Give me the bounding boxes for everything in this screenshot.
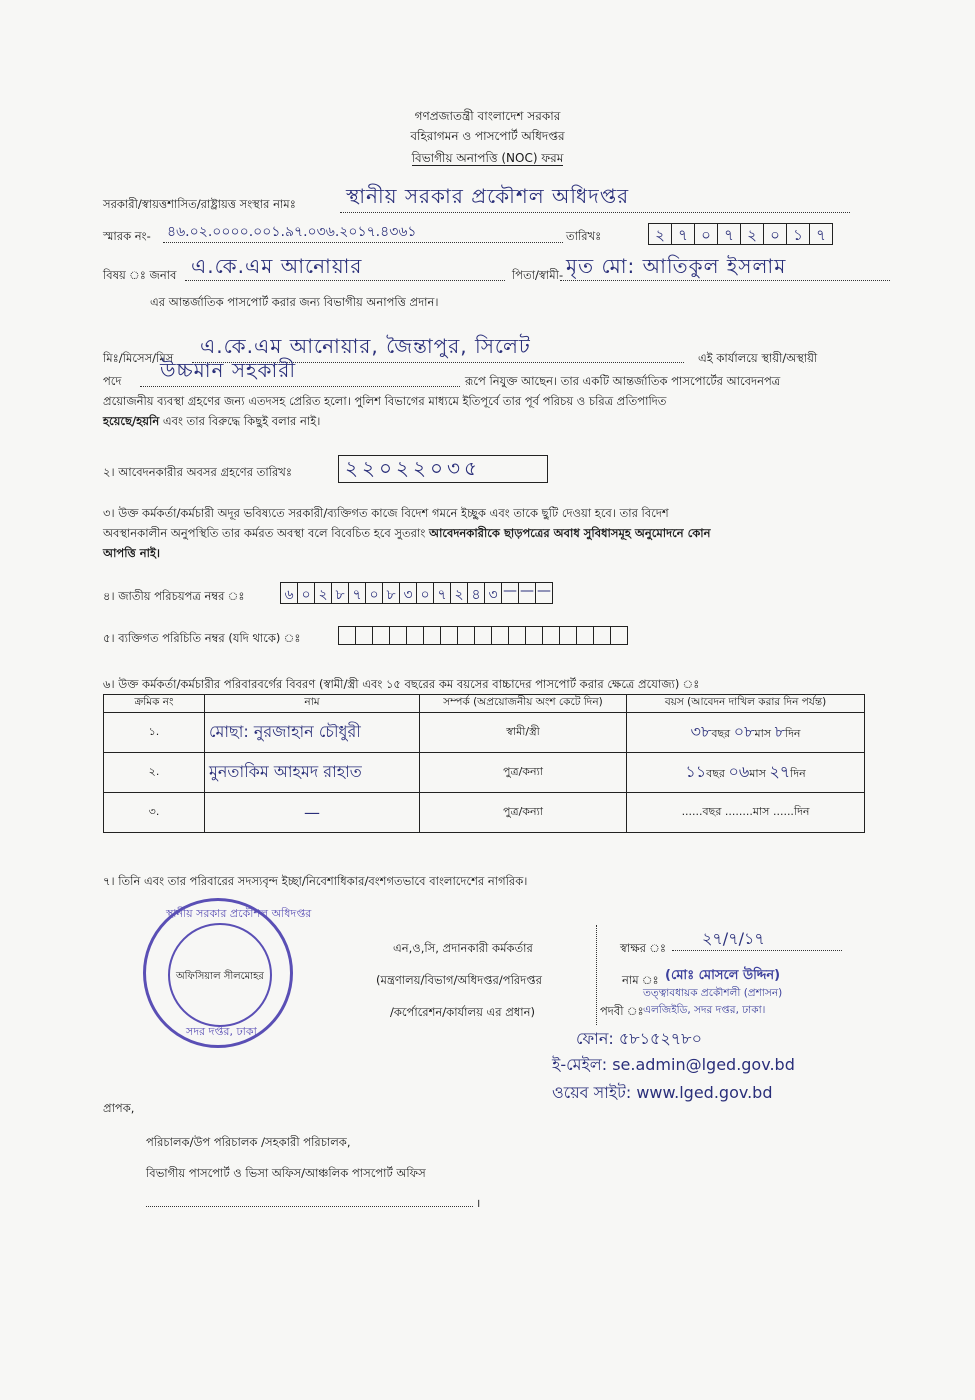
para1-prefix: মিঃ/মিসেস/মিস [103,351,174,365]
issuer-designation2: এলজিইডি, সদর দপ্তর, ঢাকা। [643,1004,766,1016]
contact-phone: ফোন: ৫৮১৫২৭৮০ [576,1029,702,1048]
header-line2: বহিরাগমন ও পাসপোর্ট অধিদপ্তর [410,129,565,143]
issuer-line3: /কর্পোরেশন/কার্যালয় এর প্রধান) [390,1005,535,1019]
item3-line2a: অবস্থানকালীন অনুপস্থিতি তার কর্মরত অবস্থা বলে বিবেচিত হবে সুতরাং [103,526,429,540]
issuer-divider [596,925,598,1025]
sig-date: ২৭/৭/১৭ [702,929,765,948]
pin-box [508,626,526,645]
pin-box [559,626,577,645]
designation-label: পদবী ঃ [600,1004,644,1018]
pin-box [525,626,543,645]
date-digit: ০ [694,223,718,245]
row-sl: ১. [104,713,205,753]
para1-text2: প্রয়োজনীয় ব্যবস্থা গ্রহণের জন্য এতদসহ প্রেরিত হলো। পুলিশ বিভাগের মাধ্যমে ইতিপূর্বে তার পূর্ব পরিচয় ও চরিত্র প্রতিপাদিত [103,394,667,408]
nid-digit: ০ [416,582,434,604]
pin-boxes [338,626,627,645]
year-label: বছর [706,767,725,780]
nid-digit: ৮ [331,582,349,604]
pin-box [423,626,441,645]
row-sl: ৩. [104,793,205,833]
item4-label: ৪। জাতীয় পরিচয়পত্র নম্বর ঃ [103,589,245,603]
item2-value: ২২০২২০৩৫ [345,456,482,480]
para1-post-label: পদে [103,374,122,388]
item6-label: ৬। উক্ত কর্মকর্তা/কর্মচারীর পরিবারবর্গের বিবরণ (স্বামী/স্ত্রী এবং ১৫ বছরের কম বয়সের বাচ্চাদের পাসপোর্ট করার ক্ষেত্রে প্রযোজ্য) ঃ [103,677,700,691]
sig-field [672,930,842,951]
pin-box [542,626,560,645]
item2-box [338,455,548,483]
year-label: বছর [711,727,731,740]
para1-name-address: এ.কে.এম আনোয়ার, জৈন্তাপুর, সিলেট [200,334,531,358]
row-age [627,793,865,833]
memo-field [163,222,563,243]
pin-box [491,626,509,645]
pin-box [457,626,475,645]
para1-post: উচ্চমান সহকারী [160,358,297,382]
pin-box [372,626,390,645]
nid-digit: ৩ [399,582,417,604]
table-row [104,713,865,753]
memo-label: স্মারক নং- [103,229,151,243]
nid-boxes [280,582,552,604]
recipient-end: । [476,1196,481,1210]
form-title [0,150,975,170]
father-label: পিতা/স্বামী- [512,268,564,282]
row-name: মোছা: নুরজাহান চৌধুরী [205,713,420,753]
pin-box [593,626,611,645]
org-value: স্থানীয় সরকার প্রকৌশল অধিদপ্তর [346,184,630,208]
date-digit: ৭ [717,223,741,245]
date-digit: ২ [648,223,672,245]
row-age [627,753,865,793]
family-table-header [104,695,865,713]
nid-digit: — [501,582,519,604]
item5-label: ৫। ব্যক্তিগত পরিচিতি নম্বর (যদি থাকে) ঃ [103,631,301,645]
date-digit: ২ [740,223,764,245]
father-field [560,254,890,281]
month-label: মাস [754,727,772,740]
age-day: ২৭ [769,762,791,781]
issuer-line1: এন,ও,সি, প্রদানকারী কর্মকর্তার [393,941,533,955]
sig-label: স্বাক্ষর ঃ [620,941,667,955]
para1-text3-rest: এবং তার বিরুদ্ধে কিছুই বলার নাই। [159,414,321,428]
date-digit: ৭ [809,223,833,245]
age-month: ০৮ [733,722,755,741]
seal-outer-text: স্থানীয় সরকার প্রকৌশল অধিদপ্তর [166,907,312,920]
memo-date-boxes [648,223,832,245]
org-field [340,184,850,213]
item3-line2b: আবেদনকারীকে ছাড়পত্রের অবাধ সুবিধাসমূহ অনুমোদনে কোন [428,526,711,540]
pin-box [355,626,373,645]
row-relation: স্বামী/স্ত্রী [420,713,627,753]
age-day: ৮ [774,722,785,741]
table-row [104,793,865,833]
header-line1: গণপ্রজাতন্ত্রী বাংলাদেশ সরকার [414,109,561,123]
row-name: মুনতাকিম আহমদ রাহাত [205,753,420,793]
day-label: দিন [790,767,806,780]
family-table [103,694,865,833]
subject-line2: এর আন্তর্জাতিক পাসপোর্ট করার জন্য বিভাগীয় অনাপত্তি প্রদান। [150,295,439,309]
item3-line2 [103,525,711,544]
official-seal [143,898,312,1048]
pin-box [338,626,356,645]
nid-digit: ৬ [280,582,298,604]
recipient-line3-field [146,1190,473,1207]
org-label: সরকারী/স্বায়ত্তশাসিত/রাষ্ট্রায়ত্ত সংস্থার নামঃ [103,197,296,211]
month-label: মাস [752,805,770,818]
table-row [104,753,865,793]
date-digit: ০ [763,223,787,245]
pin-box [576,626,594,645]
para1-text1: রূপে নিযুক্ত আছেন। তার একটি আন্তর্জাতিক পাসপোর্টের আবেদনপত্র [465,374,781,388]
contact-web: ওয়েব সাইট: www.lged.gov.bd [552,1083,773,1102]
item3-line3: আপত্তি নাই। [103,546,161,560]
name-label: নাম ঃ [622,973,659,987]
item7: ৭। তিনি এবং তার পরিবারের সদস্যবৃন্দ ইচ্ছা/নিবেশাধিকার/বংশগতভাবে বাংলাদেশের নাগরিক। [103,874,528,888]
pin-box [474,626,492,645]
nid-digit: ২ [314,582,332,604]
issuer-line2: (মন্ত্রণালয়/বিভাগ/অধিদপ্তর/পরিদপ্তর [376,973,542,987]
day-label: দিন [784,727,801,740]
nid-digit: ৪ [467,582,485,604]
memo-date-label: তারিখঃ [566,229,602,243]
nid-digit: ৮ [382,582,400,604]
age-month: ০৬ [728,762,750,781]
row-relation: পুত্র/কন্যা [420,753,627,793]
month-label: মাস [749,767,766,780]
para1-post-field [140,358,460,387]
col-name: নাম [205,695,420,713]
age-day: ...... [772,805,794,818]
memo-value: ৪৬.০২.০০০০.০০১.৯৭.০৩৬.২০১৭.৪৩৬১ [167,224,417,240]
para1-text3 [103,413,320,432]
nid-digit: ৩ [484,582,502,604]
pin-box [610,626,628,645]
col-sl: ক্রমিক নং [104,695,205,713]
nid-digit: ০ [365,582,383,604]
father-value: মৃত মো: আতিকুল ইসলাম [566,254,787,278]
nid-digit: ৭ [348,582,366,604]
nid-digit: — [535,582,553,604]
nid-digit: ৭ [433,582,451,604]
nid-digit: ০ [297,582,315,604]
date-digit: ১ [786,223,810,245]
para1-text3-bold: হয়েছে/হয়নি [103,414,160,428]
item2-label: ২। আবেদনকারীর অবসর গ্রহণের তারিখঃ [103,465,292,479]
issuer-designation1: তত্ত্বাবধায়ক প্রকৌশলী (প্রশাসন) [643,987,783,999]
subject-name: এ.কে.এম আনোয়ার [191,254,363,278]
age-year: ...... [681,805,703,818]
seal-inner-text: অফিসিয়াল সীলমোহর [176,971,264,982]
col-relation: সম্পর্ক (অপ্রয়োজনীয় অংশ কেটে দিন) [420,695,627,713]
year-label: বছর [702,805,722,818]
row-relation: পুত্র/কন্যা [420,793,627,833]
row-name: — [205,793,420,833]
day-label: দিন [793,805,810,818]
issuer-name: (মোঃ মোসলে উদ্দিন) [665,968,781,983]
date-digit: ৭ [671,223,695,245]
subject-label: বিষয় ঃ জনাব [103,268,177,282]
nid-digit: — [518,582,536,604]
contact-email: ই-মেইল: se.admin@lged.gov.bd [552,1055,795,1074]
form-title-text: বিভাগীয় অনাপত্তি (NOC) ফরম [411,151,564,165]
nid-digit: ২ [450,582,468,604]
age-month: ........ [724,805,753,818]
col-age: বয়স (আবেদন দাখিল করার দিন পর্যন্ত) [627,695,865,713]
recipient-label: প্রাপক, [103,1101,135,1115]
item3-line1: ৩। উক্ত কর্মকর্তা/কর্মচারী অদূর ভবিষ্যতে সরকারী/ব্যক্তিগত কাজে বিদেশ গমনে ইচ্ছুক এবং তাকে ছুটি দেওয়া হবে। তার বিদেশ [103,506,669,520]
row-sl: ২. [104,753,205,793]
pin-box [389,626,407,645]
row-age [627,713,865,753]
para1-office: এই কার্যালয়ে স্থায়ী/অস্থায়ী [698,351,818,365]
age-year: ১১ [685,762,707,781]
recipient-line2: বিভাগীয় পাসপোর্ট ও ভিসা অফিস/আঞ্চলিক পাসপোর্ট অফিস [146,1166,426,1180]
age-year: ৩৮ [690,722,712,741]
recipient-line1: পরিচালক/উপ পরিচালক /সহকারী পরিচালক, [146,1135,351,1149]
pin-box [406,626,424,645]
subject-name-field [185,254,505,281]
pin-box [440,626,458,645]
seal-bottom-text: সদর দপ্তর, ঢাকা [186,1025,257,1038]
